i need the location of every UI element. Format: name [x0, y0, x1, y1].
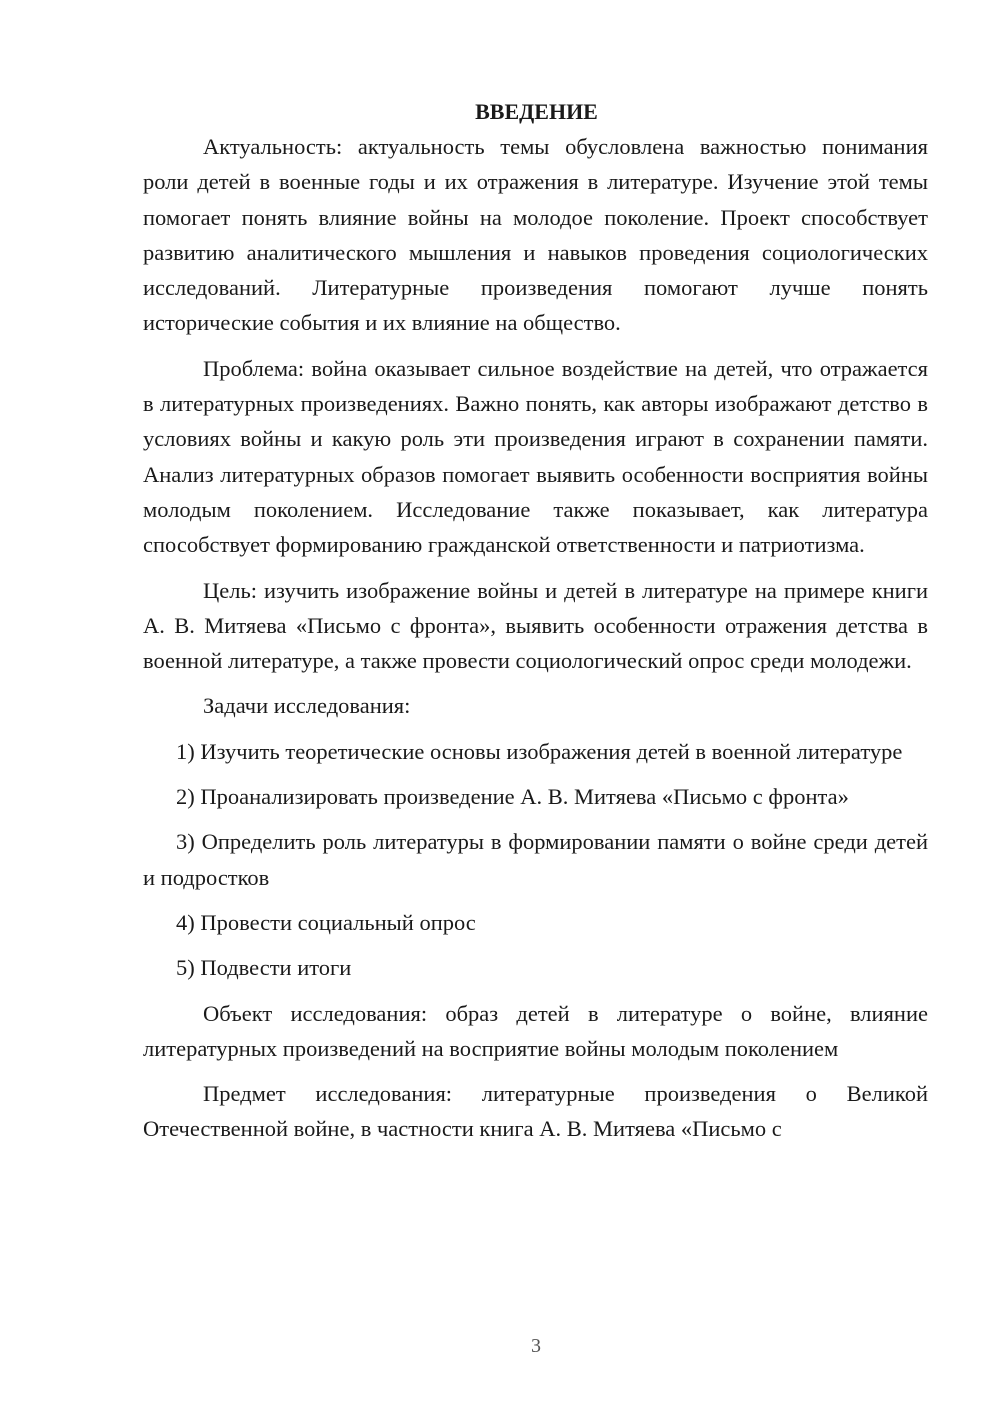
list-item-task-3: 3) Определить роль литературы в формировании памяти о войне среди детей и подростков [143, 829, 928, 890]
paragraph-object: Объект исследования: образ детей в литературе о войне, влияние литературных произведений на восприятие войны молодым поколением [143, 1000, 928, 1061]
paragraph-goal: Цель: изучить изображение войны и детей в литературе на примере книги А. В. Митяева «Письмо с фронта», выявить особенности отражения детства в военной литературе, а также провести социологический опрос среди молодежи. [143, 577, 928, 674]
page-number: 3 [531, 1335, 541, 1357]
paragraph-problem: Проблема: война оказывает сильное воздействие на детей, что отражается в литературных произведениях. Важно понять, как авторы изображают детство в условиях войны и какую роль эти произведения играют в сохранении памяти. Анализ литературных образов помогает выявить особенности восприятия войны молодым поколением. Исследование также показывает, как литература способствует формированию гражданской ответственности и патриотизма. [143, 355, 928, 558]
document-page [143, 94, 928, 1147]
paragraph-subject: Предмет исследования: литературные произведения о Великой Отечественной войне, в частности книга А. В. Митяева «Письмо с [143, 1081, 928, 1142]
list-item-task-4: 4) Провести социальный опрос [176, 909, 476, 935]
list-item-task-1: 1) Изучить теоретические основы изображения детей в военной литературе [176, 738, 903, 764]
list-item-task-2: 2) Проанализировать произведение А. В. Митяева «Письмо с фронта» [176, 784, 849, 810]
list-item-task-5: 5) Подвести итоги [176, 955, 352, 981]
tasks-heading: Задачи исследования: [203, 693, 411, 719]
page-title: ВВЕДЕНИЕ [475, 99, 598, 124]
paragraph-relevance: Актуальность: актуальность темы обусловлена важностью понимания роли детей в военные годы и их отражения в литературе. Изучение этой темы помогает понять влияние войны на молодое поколение. Проект способствует развитию аналитического мышления и навыков проведения социологических исследований. Литературные произведения помогают лучше понять исторические события и их влияние на общество. [143, 134, 928, 336]
